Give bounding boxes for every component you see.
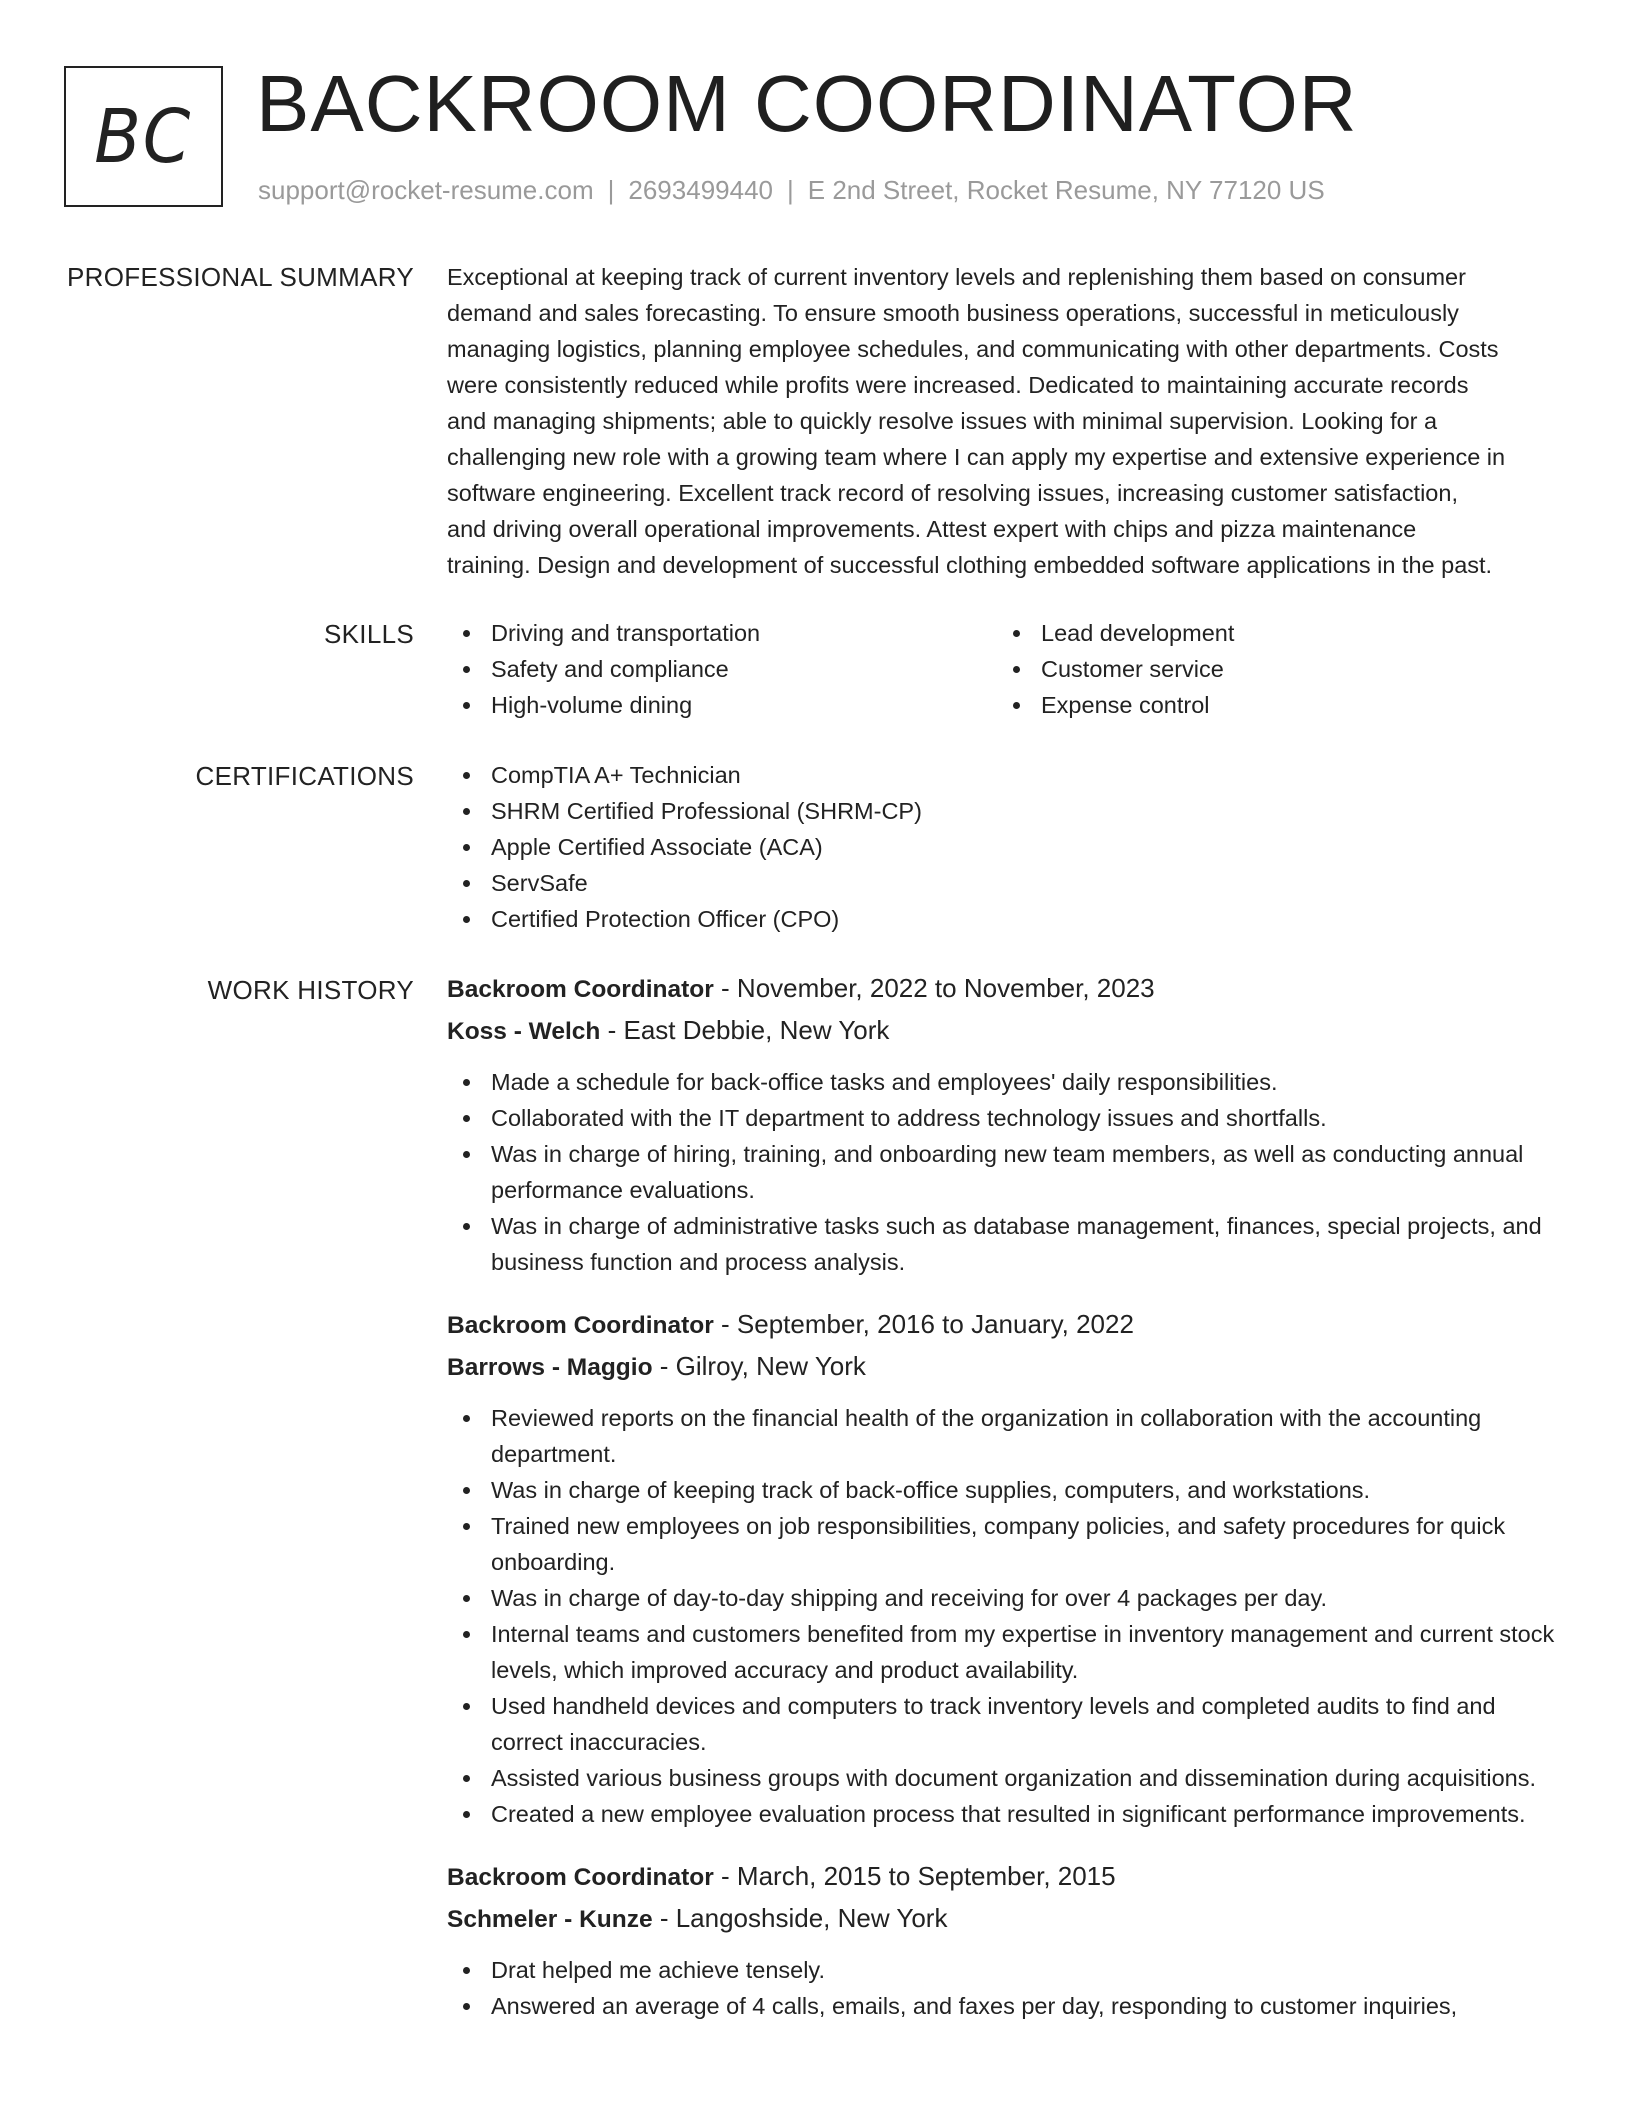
skill-item: Safety and compliance xyxy=(447,651,997,687)
summary-line: were consistently reduced while profits were increased. Dedicated to maintaining accurate records xyxy=(447,372,1469,398)
job-role-line xyxy=(447,1304,1567,1346)
contact-phone[interactable]: 2693499440 xyxy=(628,175,773,205)
job-role: Backroom Coordinator xyxy=(447,976,714,1003)
skills-grid xyxy=(447,615,1567,723)
summary-line: Exceptional at keeping track of current inventory levels and replenishing them based on consumer xyxy=(447,264,1466,290)
job-bullet: Used handheld devices and computers to track inventory levels and completed audits to find and correct inaccuracies. xyxy=(447,1688,1567,1760)
job-entry xyxy=(447,1856,1567,2024)
job-bullets xyxy=(447,1952,1567,2024)
job-bullet: Drat helped me achieve tensely. xyxy=(447,1952,1567,1988)
certifications-list xyxy=(447,757,1567,937)
certification-item: ServSafe xyxy=(447,865,1567,901)
summary-section xyxy=(447,259,1567,583)
job-role-line xyxy=(447,968,1567,1010)
job-role-line xyxy=(447,1856,1567,1898)
job-company-line xyxy=(447,1898,1567,1940)
section-label-certifications: CERTIFICATIONS xyxy=(195,761,414,791)
certification-item: SHRM Certified Professional (SHRM-CP) xyxy=(447,793,1567,829)
job-bullet: Internal teams and customers benefited from my expertise in inventory management and current stock levels, which improved accuracy and product availability. xyxy=(447,1616,1567,1688)
job-bullet: Created a new employee evaluation process that resulted in significant performance improvements. xyxy=(447,1796,1567,1832)
job-dates: - March, 2015 to September, 2015 xyxy=(713,1861,1116,1891)
job-bullets xyxy=(447,1064,1567,1280)
certification-item: CompTIA A+ Technician xyxy=(447,757,1567,793)
summary-line: and managing shipments; able to quickly resolve issues with minimal supervision. Looking for a xyxy=(447,408,1438,434)
contact-line xyxy=(258,175,1325,206)
job-bullet: Reviewed reports on the financial health of the organization in collaboration with the accounting department. xyxy=(447,1400,1567,1472)
job-bullet: Was in charge of administrative tasks such as database management, finances, special projects, and business function and process analysis. xyxy=(447,1208,1567,1280)
job-bullet: Trained new employees on job responsibilities, company policies, and safety procedures for quick onboarding. xyxy=(447,1508,1567,1580)
certifications-section xyxy=(447,757,1567,937)
job-company-line xyxy=(447,1346,1567,1388)
job-dates: - November, 2022 to November, 2023 xyxy=(713,973,1155,1003)
job-title-heading: BACKROOM COORDINATOR xyxy=(256,59,1358,148)
section-label-work-history: WORK HISTORY xyxy=(207,975,414,1005)
summary-line: demand and sales forecasting. To ensure smooth business operations, successful in meticulously xyxy=(447,300,1459,326)
monogram-initials: BC xyxy=(94,93,193,180)
summary-line: challenging new role with a growing team where I can apply my expertise and extensive experience in xyxy=(447,444,1506,470)
summary-text xyxy=(447,259,1567,583)
skill-item: Customer service xyxy=(997,651,1547,687)
skills-list-right xyxy=(997,615,1547,723)
job-role: Backroom Coordinator xyxy=(447,1312,714,1339)
job-company: Schmeler - Kunze xyxy=(447,1906,653,1933)
job-bullet: Assisted various business groups with document organization and dissemination during acquisitions. xyxy=(447,1760,1567,1796)
skills-section xyxy=(447,615,1567,723)
job-bullet: Made a schedule for back-office tasks and employees' daily responsibilities. xyxy=(447,1064,1567,1100)
certification-item: Apple Certified Associate (ACA) xyxy=(447,829,1567,865)
job-role: Backroom Coordinator xyxy=(447,1864,714,1891)
contact-separator: | xyxy=(787,175,794,205)
section-label-summary: PROFESSIONAL SUMMARY xyxy=(67,262,414,292)
section-label-skills: SKILLS xyxy=(324,619,414,649)
job-company: Koss - Welch xyxy=(447,1018,601,1045)
summary-line: and driving overall operational improvements. Attest expert with chips and pizza maintenance xyxy=(447,516,1417,542)
job-location: - Langoshside, New York xyxy=(652,1903,948,1933)
job-company-line xyxy=(447,1010,1567,1052)
job-location: - Gilroy, New York xyxy=(652,1351,866,1381)
job-location: - East Debbie, New York xyxy=(600,1015,890,1045)
skill-item: Driving and transportation xyxy=(447,615,997,651)
contact-email[interactable]: support@rocket-resume.com xyxy=(258,175,594,205)
certification-item: Certified Protection Officer (CPO) xyxy=(447,901,1567,937)
skill-item: Lead development xyxy=(997,615,1547,651)
monogram-logo xyxy=(64,66,223,207)
job-bullet: Was in charge of hiring, training, and onboarding new team members, as well as conducting annual performance evaluations. xyxy=(447,1136,1567,1208)
job-bullet: Collaborated with the IT department to address technology issues and shortfalls. xyxy=(447,1100,1567,1136)
job-entry xyxy=(447,968,1567,1280)
summary-line: software engineering. Excellent track record of resolving issues, increasing customer satisfaction, xyxy=(447,480,1458,506)
skill-item: Expense control xyxy=(997,687,1547,723)
job-bullet: Was in charge of day-to-day shipping and receiving for over 4 packages per day. xyxy=(447,1580,1567,1616)
work-history-section xyxy=(447,968,1567,2048)
job-dates: - September, 2016 to January, 2022 xyxy=(713,1309,1134,1339)
job-bullets xyxy=(447,1400,1567,1832)
contact-address: E 2nd Street, Rocket Resume, NY 77120 US xyxy=(807,175,1325,205)
summary-line: managing logistics, planning employee schedules, and communicating with other departments. Costs xyxy=(447,336,1499,362)
summary-line: training. Design and development of successful clothing embedded software applications in the past. xyxy=(447,552,1493,578)
contact-separator: | xyxy=(607,175,615,205)
job-bullet: Answered an average of 4 calls, emails, and faxes per day, responding to customer inquiries, xyxy=(447,1988,1567,2024)
skills-list-left xyxy=(447,615,997,723)
job-bullet: Was in charge of keeping track of back-office supplies, computers, and workstations. xyxy=(447,1472,1567,1508)
skill-item: High-volume dining xyxy=(447,687,997,723)
job-entry xyxy=(447,1304,1567,1832)
job-company: Barrows - Maggio xyxy=(447,1354,653,1381)
